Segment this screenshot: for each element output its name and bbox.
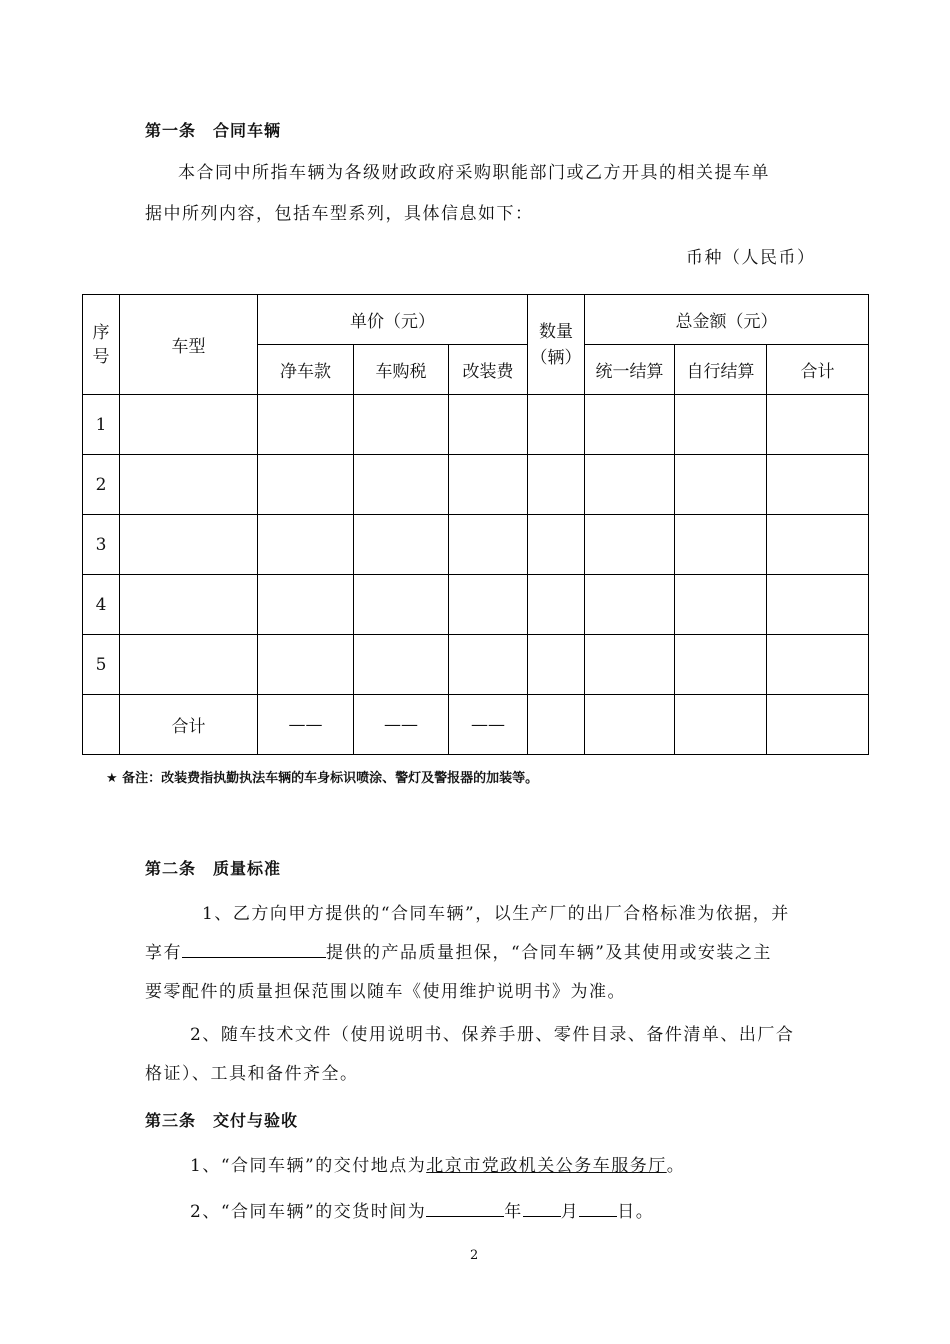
table-row — [83, 635, 869, 695]
cell — [675, 635, 767, 695]
header-sum: 合计 — [767, 345, 869, 395]
article-2-item-2-line-1: 2、随车技术文件（使用说明书、保养手册、零件目录、备件清单、出厂合 — [190, 1025, 795, 1045]
article-3-heading: 第三条 交付与验收 — [145, 1111, 299, 1130]
cell — [675, 395, 767, 455]
cell — [258, 455, 354, 515]
article-1-para-line-2: 据中所列内容，包括车型系列，具体信息如下： — [145, 204, 534, 224]
month-blank[interactable] — [523, 1196, 561, 1217]
currency-label: 币种（人民币） — [686, 248, 816, 268]
header-seq — [83, 295, 120, 395]
cell — [258, 635, 354, 695]
cell — [675, 515, 767, 575]
month-label: 月 — [560, 1202, 580, 1222]
header-unified-settlement: 统一结算 — [585, 345, 675, 395]
cell — [354, 635, 449, 695]
header-total-amount: 总金额（元） — [585, 295, 869, 345]
vehicle-table — [82, 294, 869, 755]
article-3-item-2 — [190, 1194, 654, 1230]
cell — [675, 455, 767, 515]
cell — [449, 395, 528, 455]
article-2-item-1-line-1: 1、乙方向甲方提供的“合同车辆”，以生产厂的出厂合格标准为依据，并 — [202, 904, 790, 924]
header-unit-price: 单价（元） — [258, 295, 528, 345]
article-2-item-1-line-3: 要零配件的质量担保范围以随车《使用维护说明书》为准。 — [145, 982, 626, 1002]
cell — [354, 515, 449, 575]
table-row — [83, 575, 869, 635]
cell — [767, 455, 869, 515]
article-1-heading: 第一条 合同车辆 — [145, 121, 282, 140]
total-row-label: 合计 — [120, 695, 258, 755]
cell — [528, 395, 585, 455]
header-modification-fee: 改装费 — [449, 345, 528, 395]
article-2-item-1-line-2 — [145, 935, 772, 971]
cell — [354, 455, 449, 515]
article-1-para-line-1: 本合同中所指车辆为各级财政政府采购职能部门或乙方开具的相关提车单 — [178, 163, 770, 183]
cell — [528, 575, 585, 635]
guarantor-blank[interactable] — [182, 937, 326, 958]
day-blank[interactable] — [579, 1196, 617, 1217]
header-seq-char-2: 号 — [92, 346, 110, 367]
cell — [120, 635, 258, 695]
delivery-place-prefix: 1、“合同车辆”的交付地点为 — [190, 1156, 427, 1176]
guarantee-suffix: 提供的产品质量担保，“合同车辆”及其使用或安装之主 — [326, 943, 772, 963]
cell — [675, 695, 767, 755]
cell — [585, 515, 675, 575]
cell — [585, 575, 675, 635]
cell — [258, 395, 354, 455]
cell — [449, 515, 528, 575]
delivery-location: 北京市党政机关公务车服务厅 — [426, 1156, 667, 1176]
dash-net-price: —— — [258, 695, 354, 755]
table-note: ★ 备注：改装费指执勤执法车辆的车身标识喷涂、警灯及警报器的加装等。 — [106, 771, 539, 786]
year-blank[interactable] — [426, 1196, 504, 1217]
cell — [585, 395, 675, 455]
cell — [675, 575, 767, 635]
dash-modification-fee: —— — [449, 695, 528, 755]
cell — [120, 575, 258, 635]
cell — [449, 455, 528, 515]
cell — [528, 635, 585, 695]
header-model: 车型 — [120, 295, 258, 395]
guarantee-prefix: 享有 — [145, 943, 182, 963]
cell — [449, 635, 528, 695]
cell — [354, 575, 449, 635]
page-number: 2 — [470, 1248, 479, 1263]
dash-purchase-tax: —— — [354, 695, 449, 755]
row-number: 2 — [83, 455, 120, 515]
cell — [767, 695, 869, 755]
header-quantity-line-1: 数量 — [539, 321, 574, 342]
cell — [120, 515, 258, 575]
row-number: 5 — [83, 635, 120, 695]
header-seq-char-1: 序 — [92, 322, 110, 343]
header-self-settlement: 自行结算 — [675, 345, 767, 395]
cell — [258, 515, 354, 575]
cell — [585, 635, 675, 695]
cell — [585, 455, 675, 515]
cell — [258, 575, 354, 635]
cell — [585, 695, 675, 755]
row-number: 3 — [83, 515, 120, 575]
delivery-place-suffix: 。 — [666, 1156, 686, 1176]
cell — [767, 575, 869, 635]
header-quantity — [528, 295, 585, 395]
cell — [528, 515, 585, 575]
cell — [83, 695, 120, 755]
article-3-item-1 — [190, 1148, 685, 1184]
cell — [767, 395, 869, 455]
row-number: 4 — [83, 575, 120, 635]
header-net-price: 净车款 — [258, 345, 354, 395]
cell — [120, 455, 258, 515]
cell — [528, 695, 585, 755]
delivery-time-prefix: 2、“合同车辆”的交货时间为 — [190, 1202, 427, 1222]
row-number: 1 — [83, 395, 120, 455]
cell — [767, 635, 869, 695]
header-quantity-line-2: （辆） — [530, 347, 582, 368]
header-purchase-tax: 车购税 — [354, 345, 449, 395]
cell — [120, 395, 258, 455]
article-2-item-2-line-2: 格证）、工具和备件齐全。 — [145, 1064, 359, 1084]
year-label: 年 — [504, 1202, 523, 1222]
total-row — [83, 695, 869, 755]
cell — [767, 515, 869, 575]
cell — [354, 395, 449, 455]
table-row — [83, 455, 869, 515]
table-row — [83, 395, 869, 455]
article-2-heading: 第二条 质量标准 — [145, 859, 282, 878]
day-label: 日。 — [617, 1202, 655, 1222]
cell — [449, 575, 528, 635]
table-row — [83, 515, 869, 575]
cell — [528, 455, 585, 515]
